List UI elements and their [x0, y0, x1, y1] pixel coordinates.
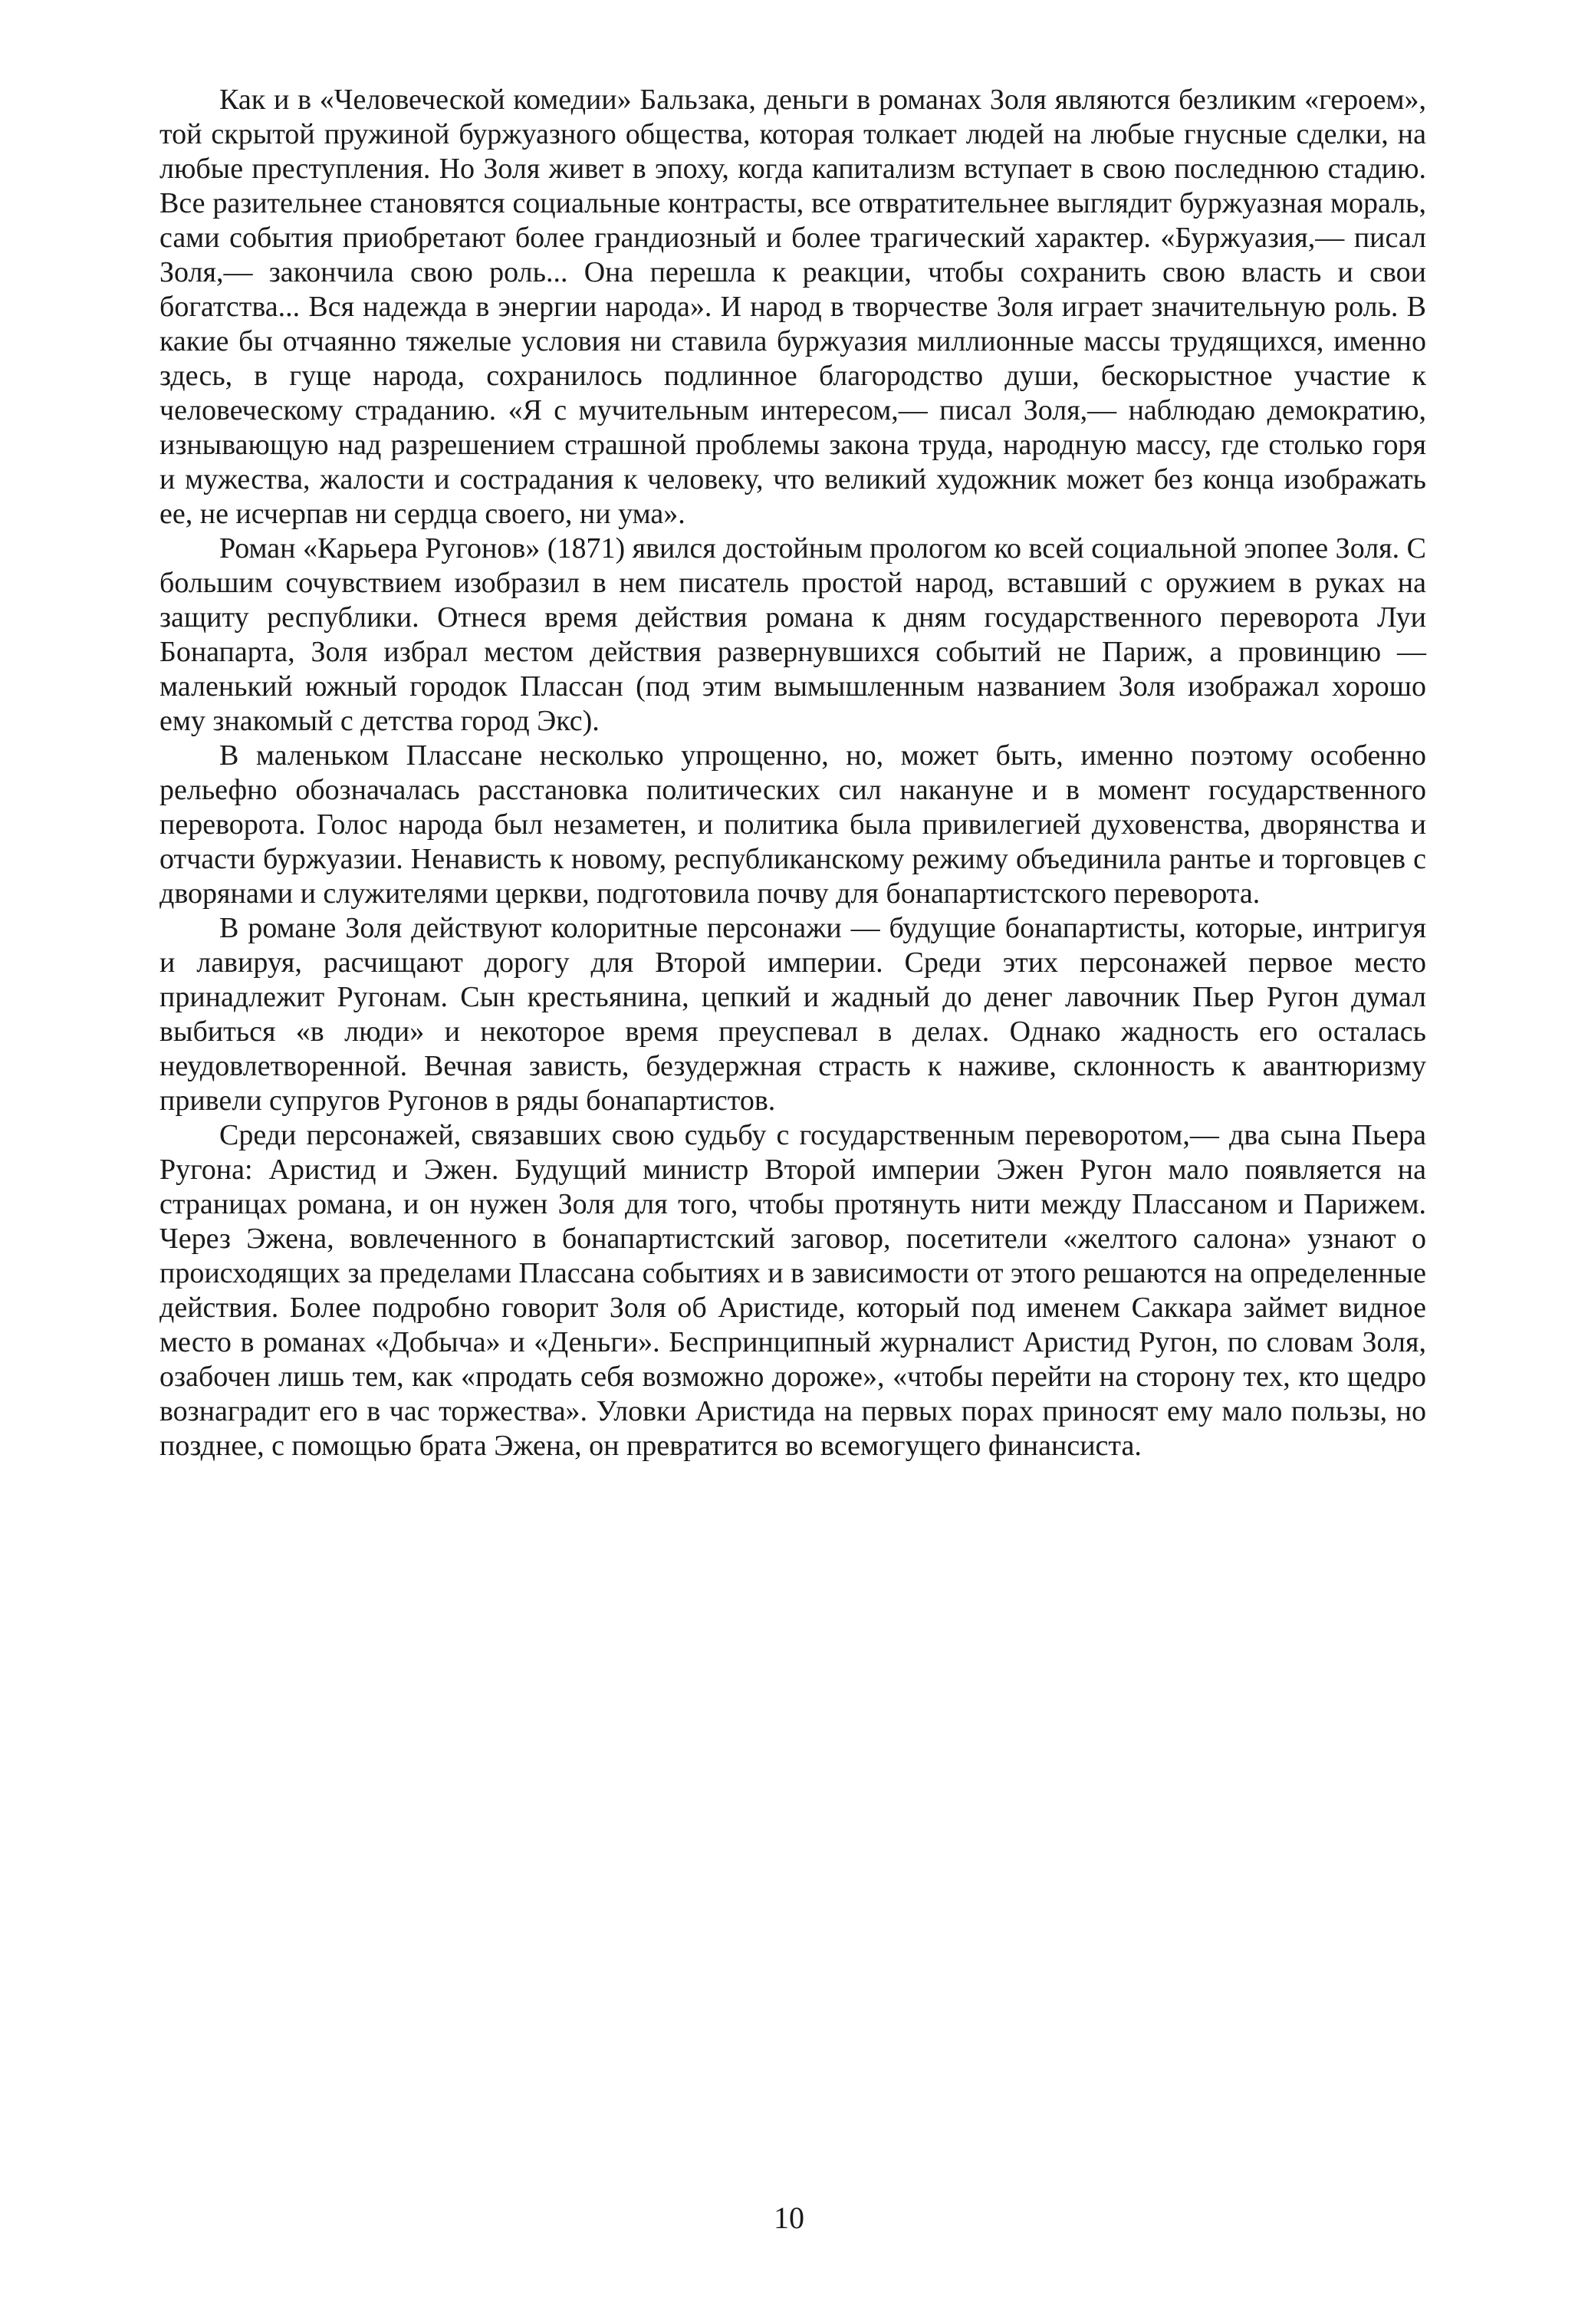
- paragraph-money-as-hero: Как и в «Человеческой комедии» Бальзака, деньги в романах Золя являются безликим «героем», той скрытой пружиной буржуазного общества, которая толкает людей на любые гнусные сделки, на любые преступления. Но Золя живет в эпоху, когда капитализм вступает в свою последнюю стадию. Все разительнее становятся социальные контрасты, все отвратительнее выглядит буржуазная мораль, сами события приобретают более грандиозный и более трагический характер. «Буржуазия,— писал Золя,— закончила свою роль... Она перешла к реакции, чтобы сохранить свою власть и свои богатства... Вся надежда в энергии народа». И народ в творчестве Золя играет значительную роль. В какие бы отчаянно тяжелые условия ни ставила буржуазия миллионные массы трудящихся, именно здесь, в гуще народа, сохранилось подлинное благородство души, бескорыстное участие к человеческому страданию. «Я с мучительным интересом,— писал Золя,— наблюдаю демократию, изнывающую над разрешением страшной проблемы закона труда, народную массу, где столько горя и мужества, жалости и сострадания к человеку, что великий художник может без конца изображать ее, не исчерпав ни сердца своего, ни ума».: [159, 84, 1426, 530]
- paragraph-rougon-career: Роман «Карьера Ругонов» (1871) явился достойным прологом ко всей социальной эпопее Золя. С большим сочувствием изобразил в нем писатель простой народ, вставший с оружием в руках на защиту республики. Отнеся время действия романа к дням государственного переворота Луи Бонапарта, Золя избрал местом действия развернувшихся событий не Париж, а провинцию — маленький южный городок Плассан (под этим вымышленным названием Золя изображал хорошо ему знакомый с детства город Экс).: [159, 532, 1426, 737]
- page-number: 10: [774, 2201, 804, 2235]
- page-body: [159, 83, 1426, 1463]
- paragraph-sons-of-pierre: Среди персонажей, связавших свою судьбу с государственным переворотом,— два сына Пьера Ругона: Аристид и Эжен. Будущий министр Второй империи Эжен Ругон мало появляется на страницах романа, и он нужен Золя для того, чтобы протянуть нити между Плассаном и Парижем. Через Эжена, вовлеченного в бонапартистский заговор, посетители «желтого салона» узнают о происходящих за пределами Плассана событиях и в зависимости от этого решаются на определенные действия. Более подробно говорит Золя об Аристиде, который под именем Саккара займет видное место в романах «Добыча» и «Деньги». Беспринципный журналист Аристид Ругон, по словам Золя, озабочен лишь тем, как «продать себя возможно дороже», «чтобы перейти на сторону тех, кто щедро вознаградит его в час торжества». Уловки Аристида на первых порах приносят ему мало пользы, но позднее, с помощью брата Эжена, он превратится во всемогущего финансиста.: [159, 1119, 1426, 1462]
- paragraph-plassans-politics: В маленьком Плассане несколько упрощенно, но, может быть, именно поэтому особенно рельефно обозначалась расстановка политических сил накануне и в момент государственного переворота. Голос народа был незаметен, и политика была привилегией духовенства, дворянства и отчасти буржуазии. Ненависть к новому, республиканскому режиму объединила рантье и торговцев с дворянами и служителями церкви, подготовила почву для бонапартистского переворота.: [159, 739, 1426, 910]
- paragraph-bonapartist-characters: В романе Золя действуют колоритные персонажи — будущие бонапартисты, которые, интригуя и лавируя, расчищают дорогу для Второй империи. Среди этих персонажей первое место принадлежит Ругонам. Сын крестьянина, цепкий и жадный до денег лавочник Пьер Ругон думал выбиться «в люди» и некоторое время преуспевал в делах. Однако жадность его осталась неудовлетворенной. Вечная зависть, безудержная страсть к наживе, склонность к авантюризму привели супругов Ругонов в ряды бонапартистов.: [159, 912, 1426, 1117]
